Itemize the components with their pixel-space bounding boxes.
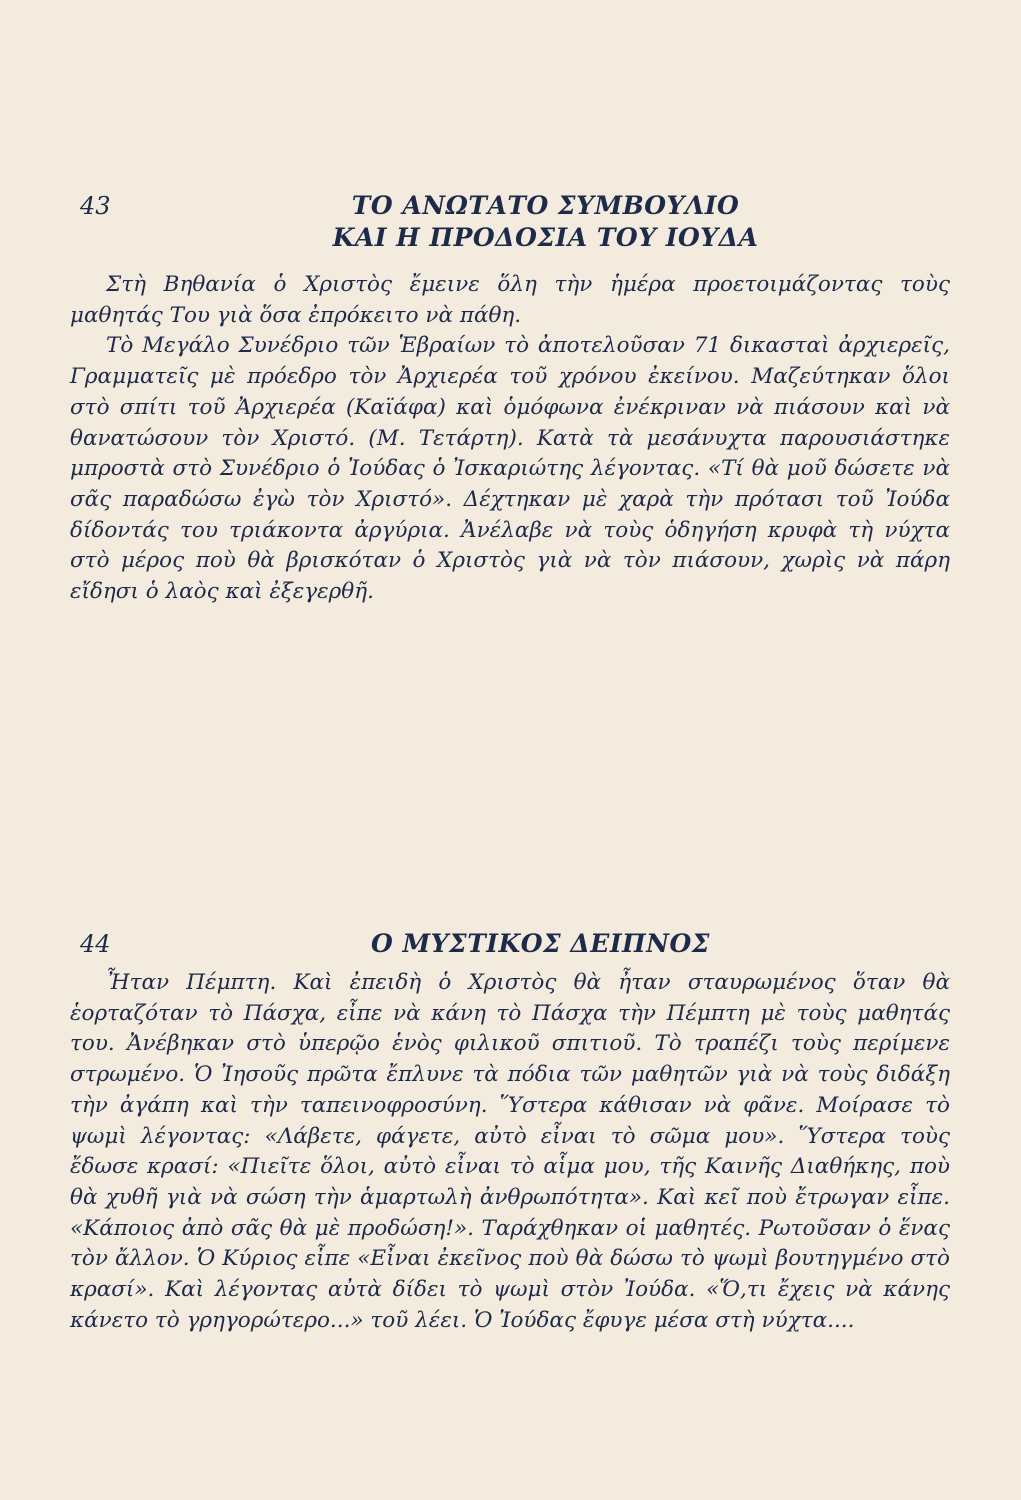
paragraph: Τὸ Μεγάλο Συνέδριο τῶν Ἑβραίων τὸ ἀποτελοῦσαν 71 δικασταὶ ἀρχιερεῖς, Γραμματεῖς μὲ πρόεδρο τὸν Ἀρχιερέα τοῦ χρόνου ἐκείνου. Μαζεύτηκαν ὅλοι στὸ σπίτι τοῦ Ἀρχιερέα (Καϊάφα) καὶ ὁμόφωνα ἐνέκριναν νὰ πιάσουν καὶ νὰ θανατώσουν τὸν Χριστό. (Μ. Τετάρτη). Κατὰ τὰ μεσάνυχτα παρουσιάστηκε μπροστὰ στὸ Συνέδριο ὁ Ἰούδας ὁ Ἰσκαριώτης λέγοντας. «Τί θὰ μοῦ δώσετε νὰ σᾶς παραδώσω ἐγὼ τὸν Χριστό». Δέχτηκαν μὲ χαρὰ τὴν πρότασι τοῦ Ἰούδα δίδοντάς του τριάκοντα ἀργύρια. Ἀνέλαβε νὰ τοὺς ὁδηγήση κρυφὰ τὴ νύχτα στὸ μέρος ποὺ θὰ βρισκόταν ὁ Χριστὸς γιὰ νὰ τὸν πιάσουν, χωρὶς νὰ πάρη εἴδησι ὁ λαὸς καὶ ἐξεγερθῆ.: [70, 333, 950, 605]
chapter-body: [70, 270, 950, 608]
chapter-title-line: ΤΟ ΑΝΩΤΑΤΟ ΣΥΜΒΟΥΛΙΟ: [351, 191, 740, 220]
chapter-title-line: Ο ΜΥΣΤΙΚΟΣ ΔΕΙΠΝΟΣ: [371, 929, 710, 958]
chapter-44: [0, 928, 1021, 1333]
chapter-body: [70, 968, 950, 1336]
chapter-number: 44: [80, 930, 111, 958]
chapter-title: [0, 190, 1021, 254]
chapter-title: [0, 928, 1021, 960]
chapter-number: 43: [80, 192, 111, 220]
paragraph: Ἦταν Πέμπτη. Καὶ ἐπειδὴ ὁ Χριστὸς θὰ ἦταν σταυρωμένος ὅταν θὰ ἑορταζόταν τὸ Πάσχα, εἶπε νὰ κάνη τὸ Πάσχα τὴν Πέμπτη μὲ τοὺς μαθητάς του. Ἀνέβηκαν στὸ ὑπερῷο ἑνὸς φιλικοῦ σπιτιοῦ. Τὸ τραπέζι τοὺς περίμενε στρωμένο. Ὁ Ἰησοῦς πρῶτα ἔπλυνε τὰ πόδια τῶν μαθητῶν γιὰ νὰ τοὺς διδάξη τὴν ἀγάπη καὶ τὴν ταπεινοφροσύνη. Ὕστερα κάθισαν νὰ φᾶνε. Μοίρασε τὸ ψωμὶ λέγοντας: «Λάβετε, φάγετε, αὐτὸ εἶναι τὸ σῶμα μου». Ὕστερα τοὺς ἔδωσε κρασί: «Πιεῖτε ὅλοι, αὐτὸ εἶναι τὸ αἷμα μου, τῆς Καινῆς Διαθήκης, ποὺ θὰ χυθῆ γιὰ νὰ σώση τὴν ἁμαρτωλὴ ἀνθρωπότητα». Καὶ κεῖ ποὺ ἔτρωγαν εἶπε. «Κάποιος ἀπὸ σᾶς θὰ μὲ προδώση!». Ταράχθηκαν οἱ μαθητές. Ρωτοῦσαν ὁ ἕνας τὸν ἄλλον. Ὁ Κύριος εἶπε «Εἶναι ἐκεῖνος ποὺ θὰ δώσω τὸ ψωμὶ βουτηγμένο στὸ κρασί». Καὶ λέγοντας αὐτὰ δίδει τὸ ψωμὶ στὸν Ἰούδα. «Ὅ,τι ἔχεις νὰ κάνης κάνετο τὸ γρηγορώτερο...» τοῦ λέει. Ὁ Ἰούδας ἔφυγε μέσα στὴ νύχτα....: [70, 970, 950, 1333]
chapter-title-line: ΚΑΙ Η ΠΡΟΔΟΣΙΑ ΤΟΥ ΙΟΥΔΑ: [332, 223, 759, 252]
paragraph: Στὴ Βηθανία ὁ Χριστὸς ἔμεινε ὅλη τὴν ἡμέρα προετοιμάζοντας τοὺς μαθητάς Του γιὰ ὅσα ἐπρόκειτο νὰ πάθη.: [70, 272, 950, 328]
chapter-43: [0, 190, 1021, 605]
